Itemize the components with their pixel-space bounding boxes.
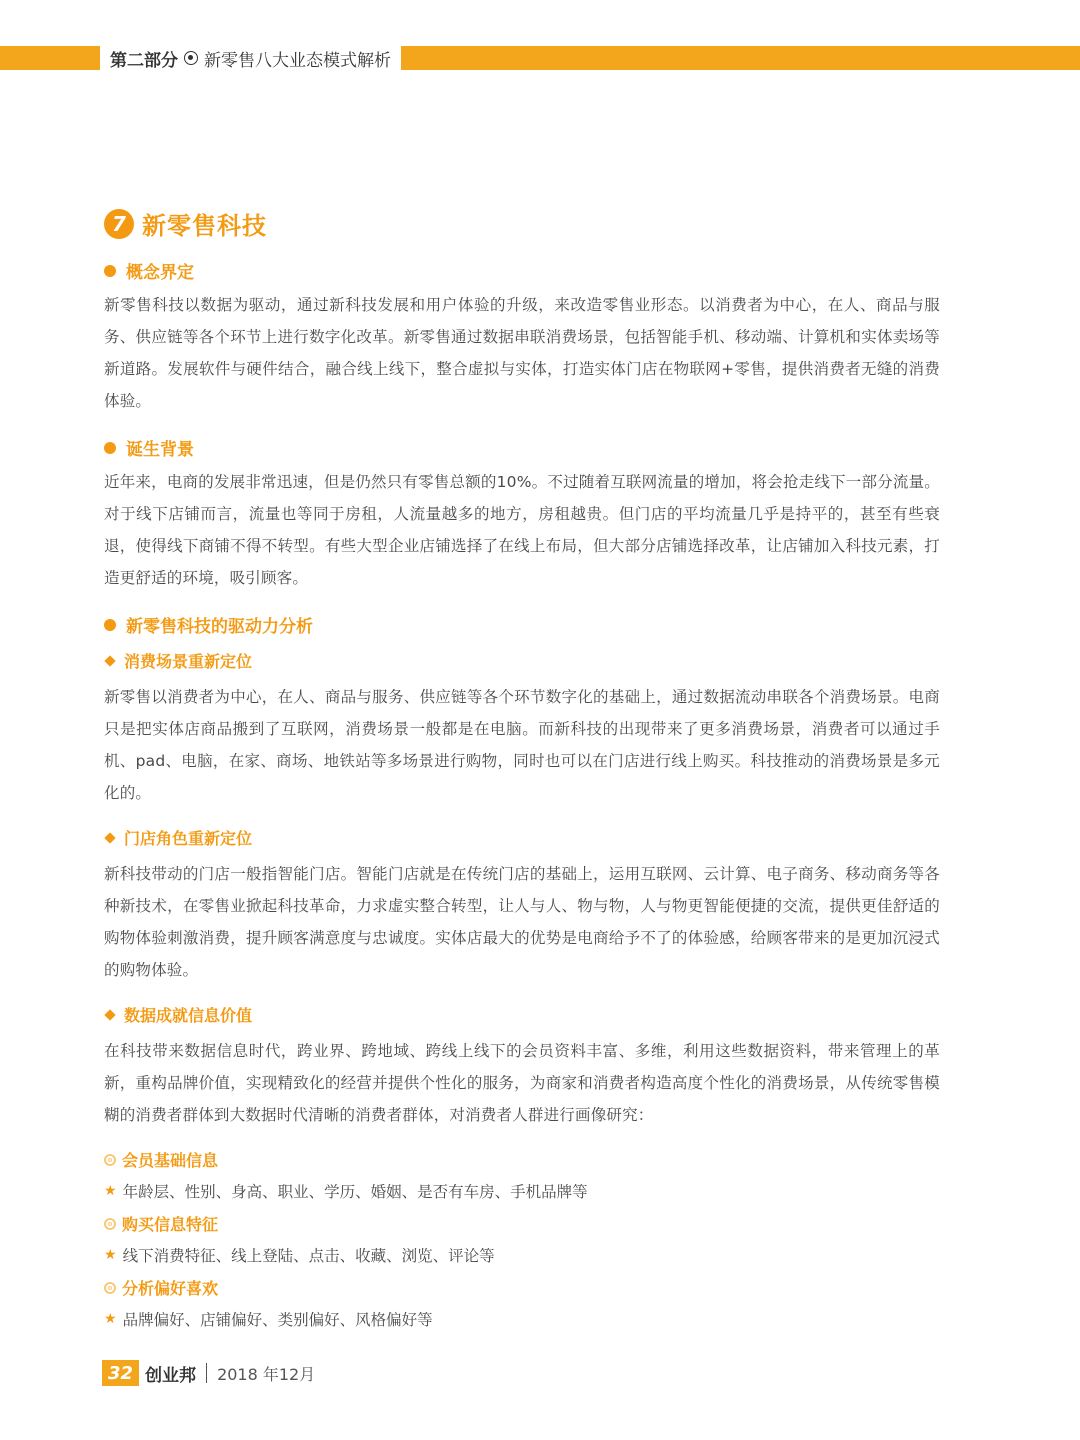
item-label-text: 分析偏好喜欢 — [122, 1279, 219, 1298]
subheading-scene-text: 消费场景重新定位 — [124, 652, 253, 671]
diamond-icon — [104, 1009, 115, 1020]
paragraph-store: 新科技带动的门店一般指智能门店。智能门店就是在传统门店的基础上，运用互联网、云计算、电子商务、移动商务等各种新技术，在零售业掀起科技革命，力求虚实整合转型，让人与人、物与物，人与物更智能便捷的交流，提供更佳舒适的购物体验刺激消费，提升顾客满意度与忠诚度。实体店最大的优势是电商给予不了的体验感，给顾客带来的是更加沉浸式的购物体验。 — [104, 865, 940, 979]
star-icon: ★ — [104, 1183, 117, 1199]
item-detail-text: 品牌偏好、店铺偏好、类别偏好、风格偏好等 — [122, 1311, 433, 1329]
star-icon: ★ — [104, 1311, 117, 1327]
heading-background — [104, 435, 194, 460]
paragraph-concept: 新零售科技以数据为驱动，通过新科技发展和用户体验的升级，来改造零售业形态。以消费者为中心，在人、商品与服务、供应链等各个环节上进行数字化改革。新零售通过数据串联消费场景，包括智能手机、移动端、计算机和实体卖场等新道路。发展软件与硬件结合，融合线上线下，整合虚拟与实体，打造实体门店在物联网+零售，提供消费者无缝的消费体验。 — [104, 296, 940, 410]
target-dot-icon — [184, 51, 198, 65]
diamond-icon — [104, 655, 115, 666]
heading-background-text: 诞生背景 — [126, 440, 194, 460]
heading-concept — [104, 258, 194, 283]
subheading-scene — [104, 649, 252, 672]
item-detail — [104, 1244, 495, 1266]
header-label — [100, 44, 401, 72]
paragraph-scene: 新零售以消费者为中心，在人、商品与服务、供应链等各个环节数字化的基础上，通过数据流动串联各个消费场景。电商只是把实体店商品搬到了互联网，消费场景一般都是在电脑。而新科技的出现带来了更多消费场景，消费者可以通过手机、pad、电脑，在家、商场、地铁站等多场景进行购物，同时也可以在门店进行线上购买。科技推动的消费场景是多元化的。 — [104, 688, 940, 802]
header-part: 第二部分 — [110, 50, 178, 71]
section-title-text: 新零售科技 — [142, 212, 267, 240]
footer-divider — [206, 1363, 207, 1383]
subheading-data-text: 数据成就信息价值 — [124, 1006, 253, 1025]
item-detail — [104, 1180, 588, 1202]
heading-drivers-text: 新零售科技的驱动力分析 — [126, 617, 313, 637]
section-title — [104, 206, 267, 241]
star-icon: ★ — [104, 1247, 117, 1263]
ring-icon — [104, 1218, 116, 1230]
issue-date: 2018 年12月 — [217, 1364, 316, 1384]
item-detail — [104, 1308, 433, 1330]
bullet-dot-icon — [104, 619, 116, 631]
brand-name: 创业邦 — [145, 1365, 197, 1386]
heading-concept-text: 概念界定 — [126, 263, 194, 283]
header-title: 新零售八大业态模式解析 — [204, 50, 391, 71]
subheading-store — [104, 826, 252, 849]
paragraph-background: 近年来，电商的发展非常迅速，但是仍然只有零售总额的10%。不过随着互联网流量的增加，将会抢走线下一部分流量。对于线下店铺而言，流量也等同于房租，人流量越多的地方，房租越贵。但门店的平均流量几乎是持平的，甚至有些衰退，使得线下商铺不得不转型。有些大型企业店铺选择了在线上布局，但大部分店铺选择改革，让店铺加入科技元素，打造更舒适的环境，吸引顾客。 — [104, 473, 940, 587]
item-detail-text: 年龄层、性别、身高、职业、学历、婚姻、是否有车房、手机品牌等 — [122, 1183, 588, 1201]
subheading-store-text: 门店角色重新定位 — [124, 829, 253, 848]
bullet-dot-icon — [104, 265, 116, 277]
item-label-text: 购买信息特征 — [122, 1215, 219, 1234]
item-label — [104, 1148, 218, 1171]
ring-icon — [104, 1282, 116, 1294]
paragraph-data: 在科技带来数据信息时代，跨业界、跨地域、跨线上线下的会员资料丰富、多维，利用这些数据资料，带来管理上的革新，重构品牌价值，实现精致化的经营并提供个性化的服务，为商家和消费者构造高度个性化的消费场景，从传统零售模糊的消费者群体到大数据时代清晰的消费者群体，对消费者人群进行画像研究： — [104, 1042, 940, 1124]
page-footer — [102, 1360, 315, 1386]
section-number-badge: 7 — [104, 209, 134, 239]
item-label-text: 会员基础信息 — [122, 1151, 219, 1170]
item-label — [104, 1212, 218, 1235]
bullet-dot-icon — [104, 442, 116, 454]
ring-icon — [104, 1154, 116, 1166]
page-number: 32 — [102, 1360, 139, 1386]
diamond-icon — [104, 832, 115, 843]
subheading-data — [104, 1003, 252, 1026]
heading-drivers — [104, 612, 313, 637]
item-label — [104, 1276, 218, 1299]
item-detail-text: 线下消费特征、线上登陆、点击、收藏、浏览、评论等 — [122, 1247, 495, 1265]
